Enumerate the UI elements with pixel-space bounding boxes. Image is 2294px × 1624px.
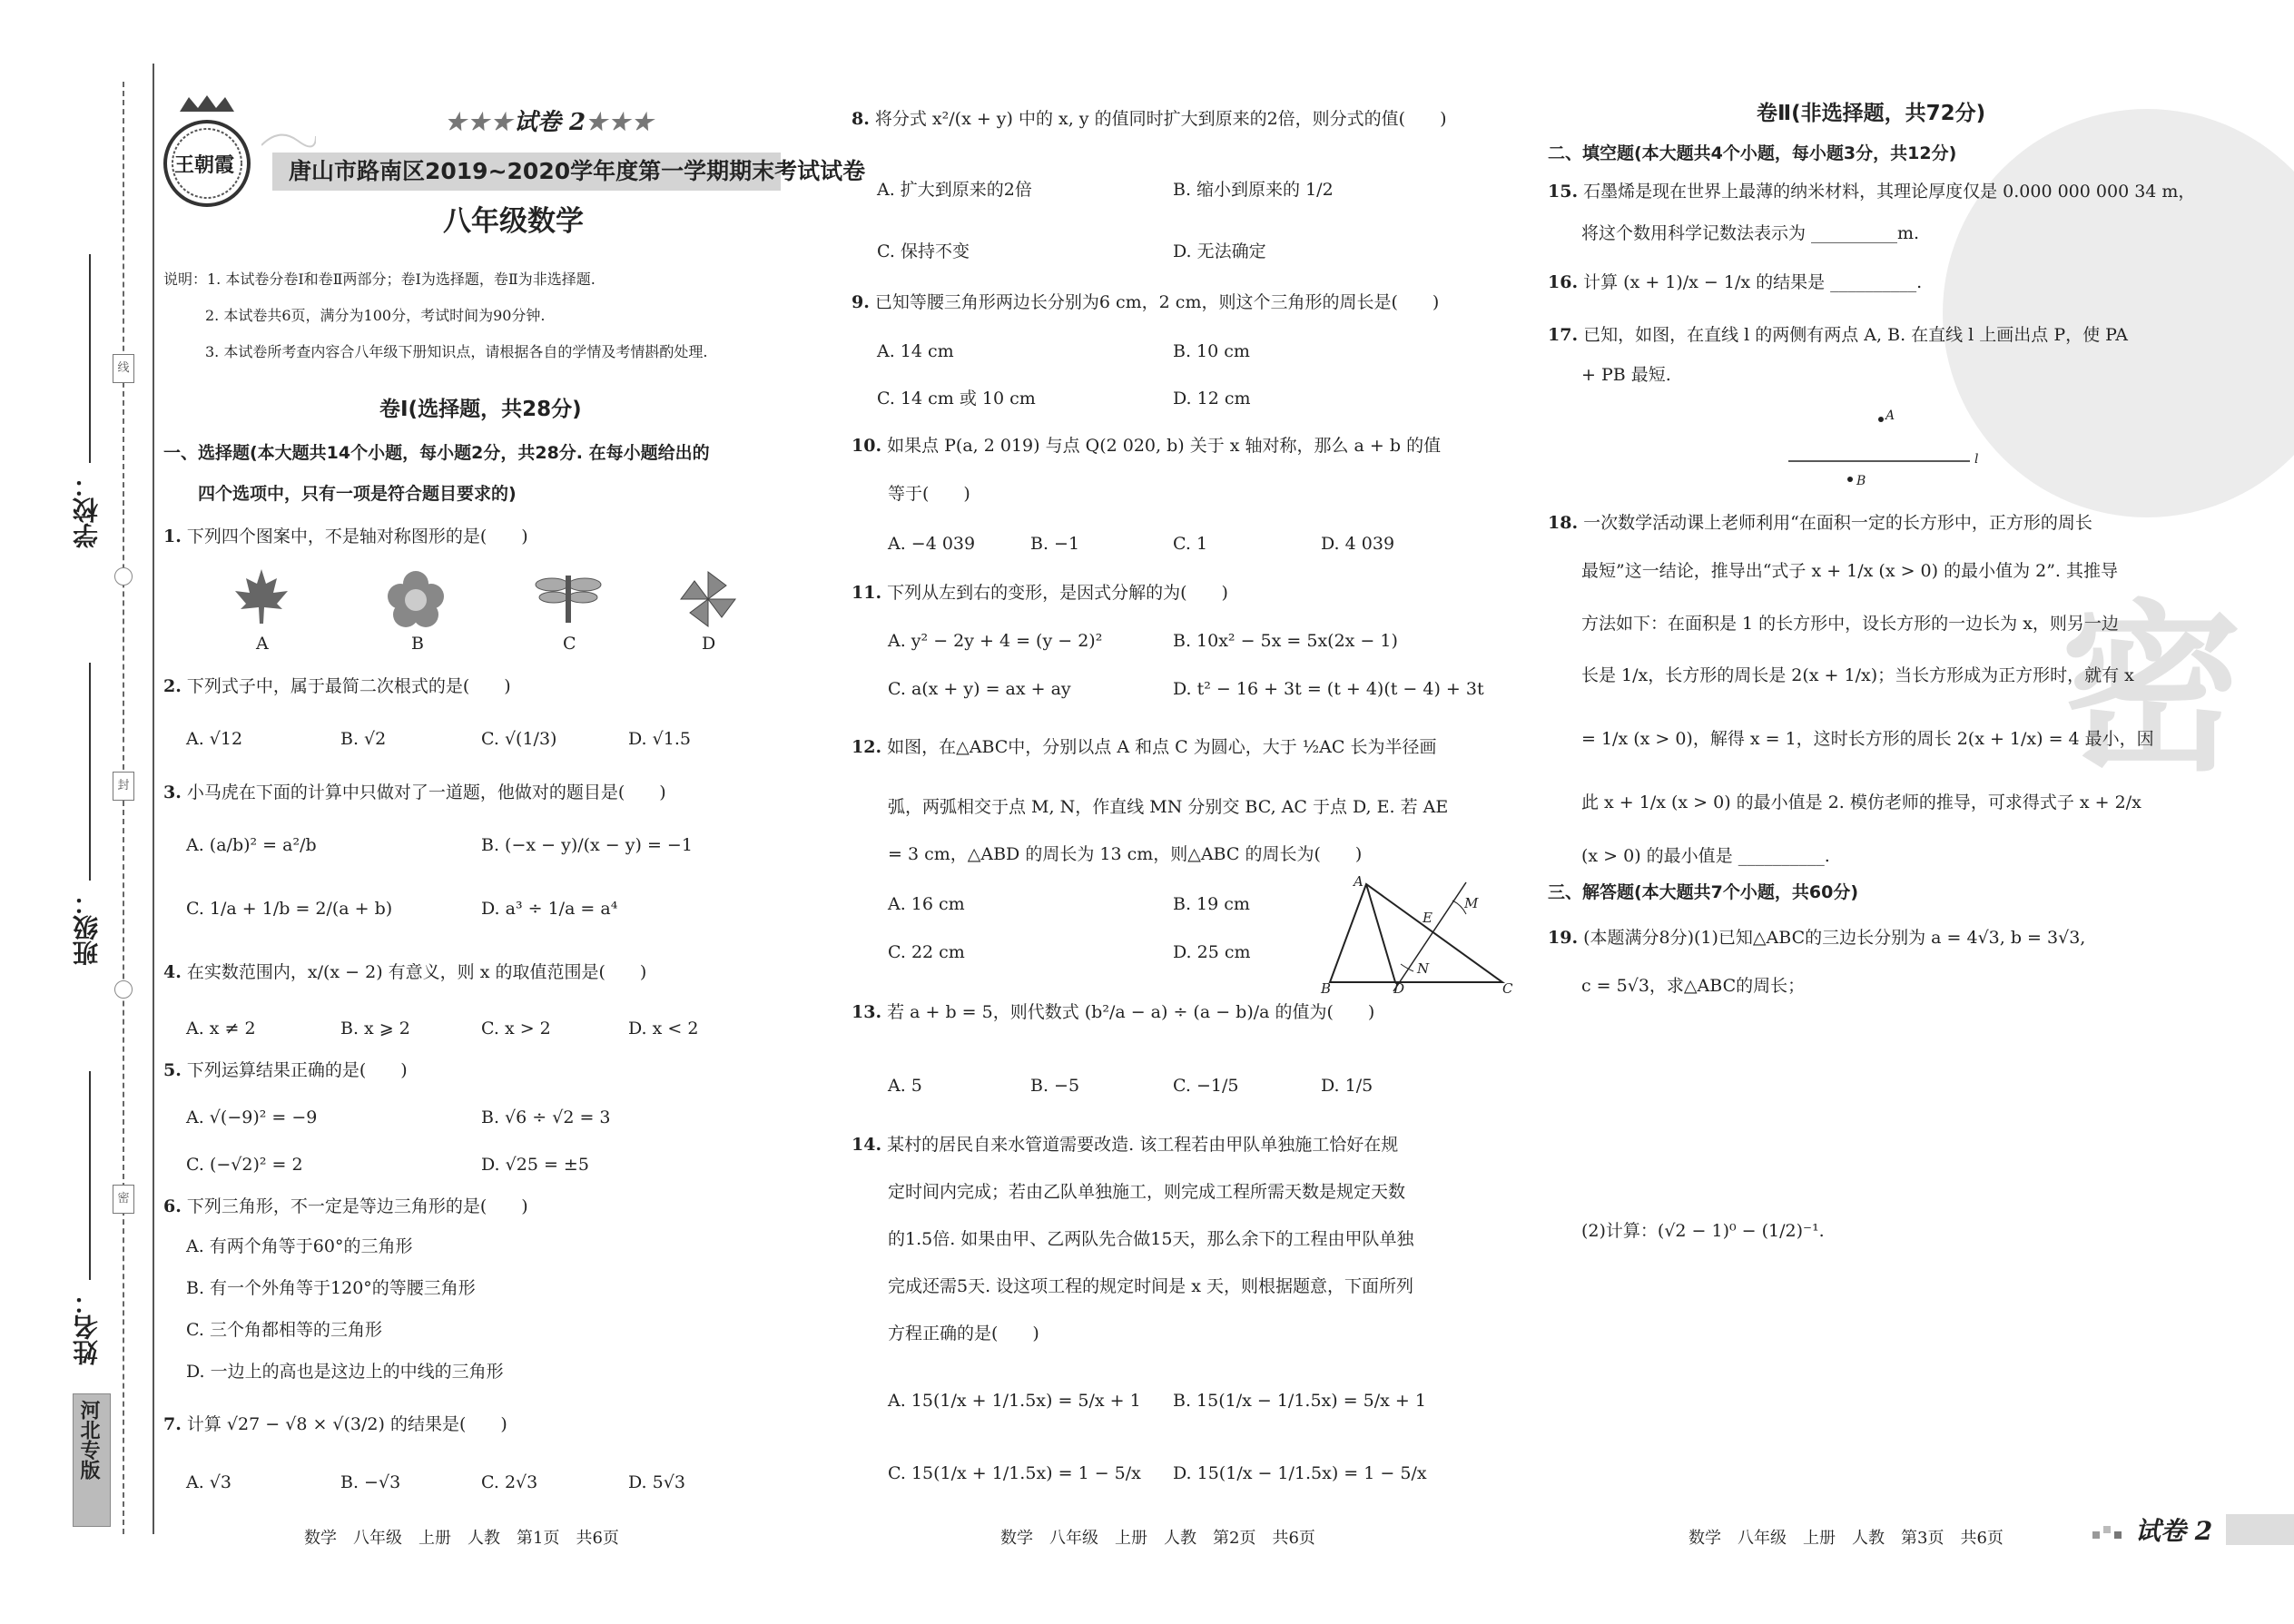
q14: 14. 某村的居民自来水管道需要改造. 该工程若由甲队单独施工恰好在规 — [852, 1135, 1399, 1155]
seal-dashed-line — [123, 82, 124, 1534]
fig12-label-d: D — [1393, 980, 1405, 997]
q18-line-7: (x > 0) 的最小值是 __________. — [1581, 846, 1830, 866]
seal-mark-2: 封 — [113, 772, 134, 801]
q5-option-b[interactable]: B. √6 ÷ √2 = 3 — [481, 1107, 611, 1127]
binding-hole-2 — [114, 980, 133, 999]
q17-line-2: + PB 最短. — [1581, 365, 1671, 385]
seal-mark-1: 线 — [113, 354, 134, 383]
q8: 8. 将分式 x²/(x + y) 中的 x, y 的值同时扩大到原来的2倍，则分式的值( ) — [852, 109, 1447, 129]
q18-line-5: = 1/x (x > 0)，解得 x = 1，这时长方形的周长 2(x + 1/x) = 4 最小，因 — [1581, 729, 2154, 749]
q18-line-4: 长是 1/x，长方形的周长是 2(x + 1/x)；当长方形成为正方形时，就有 x — [1581, 665, 2134, 685]
logo — [162, 95, 252, 231]
q17-figure — [1784, 408, 1988, 499]
q14-line-5: 方程正确的是( ) — [888, 1324, 1039, 1343]
class-label: 班级： — [72, 890, 102, 966]
q19-answer-area-2[interactable] — [1581, 1257, 2199, 1484]
flower-icon[interactable] — [384, 567, 448, 635]
fig12-label-a: A — [1354, 873, 1364, 890]
q1-option-b[interactable]: B — [411, 634, 424, 654]
q19-part-2: (2)计算：(√2 − 1)⁰ − (1/2)⁻¹. — [1581, 1221, 1825, 1241]
seal-mark-3: 密 — [113, 1185, 134, 1214]
note-3: 3. 本试卷所考查内容合八年级下册知识点，请根据各自的学情及考情斟酌处理. — [205, 343, 708, 360]
name-label: 姓名： — [72, 1289, 102, 1365]
q14-option-c[interactable]: C. 15(1/x + 1/1.5x) = 1 − 5/x — [888, 1463, 1141, 1483]
q12-stem-3: = 3 cm，△ABD 的周长为 13 cm，则△ABC 的周长为( ) — [888, 844, 1363, 864]
fig17-label-a: A — [1885, 408, 1895, 423]
q18: 18. 一次数学活动课上老师利用“在面积一定的长方形中，正方形的周长 — [1548, 513, 2092, 533]
q13-option-a[interactable]: A. 5 — [888, 1076, 922, 1096]
q3-option-c[interactable]: C. 1/a + 1/b = 2/(a + b) — [186, 899, 393, 919]
note-1: 说明：1. 本试卷分卷Ⅰ和卷Ⅱ两部分；卷Ⅰ为选择题，卷Ⅱ为非选择题. — [163, 271, 596, 288]
q8-option-a[interactable]: A. 扩大到原来的2倍 — [877, 180, 1032, 200]
footer-page-1: 数学 八年级 上册 人教 第1页 共6页 — [304, 1529, 619, 1548]
q13-option-b[interactable]: B. −5 — [1030, 1076, 1080, 1096]
solve-section-heading: 三、解答题(本大题共7个小题，共60分) — [1548, 882, 1859, 902]
fill-section-heading: 二、填空题(本大题共4个小题，每小题3分，共12分) — [1548, 143, 1957, 163]
q2-option-d[interactable]: D. √1.5 — [628, 729, 691, 749]
fig12-label-m: M — [1464, 895, 1479, 911]
q14-line-3: 的1.5倍. 如果由甲、乙两队先合做15天，那么余下的工程由甲队单独 — [888, 1229, 1414, 1249]
edition-box — [73, 1393, 111, 1527]
q13-option-c[interactable]: C. −1/5 — [1173, 1076, 1239, 1096]
q18-line-2: 最短”这一结论，推导出“式子 x + 1/x (x > 0) 的最小值为 2”. 其推导 — [1581, 561, 2119, 581]
binding-hole-1 — [114, 567, 133, 586]
q2-option-a[interactable]: A. √12 — [186, 729, 243, 749]
fig12-label-e: E — [1423, 910, 1433, 926]
fig12-label-c: C — [1502, 980, 1513, 997]
q12-option-d[interactable]: D. 25 cm — [1173, 942, 1251, 962]
q11-option-d[interactable]: D. t² − 16 + 3t = (t + 4)(t − 4) + 3t — [1173, 679, 1484, 699]
q14-option-b[interactable]: B. 15(1/x − 1/1.5x) = 5/x + 1 — [1173, 1391, 1426, 1411]
q5-option-c[interactable]: C. (−√2)² = 2 — [186, 1155, 303, 1175]
q7-option-d[interactable]: D. 5√3 — [628, 1472, 685, 1492]
q8-option-d[interactable]: D. 无法确定 — [1173, 241, 1266, 261]
footer-tag-bar — [2226, 1514, 2294, 1545]
exam-title: 唐山市路南区2019~2020学年度第一学期期末考试试卷 — [289, 158, 866, 184]
pinwheel-icon[interactable] — [676, 567, 740, 635]
q10-stem-2: 等于( ) — [888, 484, 970, 504]
q19-line-2: c = 5√3，求△ABC的周长； — [1581, 976, 1806, 996]
q10-option-a[interactable]: A. −4 039 — [888, 534, 976, 554]
q18-line-3: 方法如下：在面积是 1 的长方形中，设长方形的一边长为 x，则另一边 — [1581, 614, 2119, 634]
q3-option-a[interactable]: A. (a/b)² = a²/b — [186, 835, 317, 855]
q15: 15. 石墨烯是现在世界上最薄的纳米材料，其理论厚度仅是 0.000 000 000 34 m， — [1548, 182, 2196, 202]
fig12-label-b: B — [1321, 980, 1332, 997]
q14-line-2: 定时间内完成；若由乙队单独施工，则完成工程所需天数是规定天数 — [888, 1182, 1406, 1202]
watermark-text: 密 — [2061, 583, 2243, 796]
fig12-label-n: N — [1417, 960, 1430, 977]
maple-leaf-icon[interactable] — [231, 567, 291, 631]
q2-option-b[interactable]: B. √2 — [340, 729, 387, 749]
part2-title: 卷Ⅱ(非选择题，共72分) — [1757, 102, 1986, 125]
q7-option-c[interactable]: C. 2√3 — [481, 1472, 538, 1492]
q10: 10. 如果点 P(a, 2 019) 与点 Q(2 020, b) 关于 x 轴对称，那么 a + b 的值 — [852, 436, 1442, 456]
q3-option-d[interactable]: D. a³ ÷ 1/a = a⁴ — [481, 899, 618, 919]
q1-option-d[interactable]: D — [702, 634, 716, 654]
q13: 13. 若 a + b = 5，则代数式 (b²/a − a) ÷ (a − b)/a 的值为( ) — [852, 1002, 1375, 1022]
q2: 2. 下列式子中，属于最简二次根式的是( ) — [163, 676, 511, 696]
class-field[interactable] — [89, 663, 91, 881]
q11-option-a[interactable]: A. y² − 2y + 4 = (y − 2)² — [888, 631, 1103, 651]
q12-option-c[interactable]: C. 22 cm — [888, 942, 965, 962]
q2-option-c[interactable]: C. √(1/3) — [481, 729, 557, 749]
footer-page-3: 数学 八年级 上册 人教 第3页 共6页 — [1689, 1529, 2004, 1548]
q12: 12. 如图，在△ABC中，分别以点 A 和点 C 为圆心，大于 ½AC 长为半径画 — [852, 737, 1437, 757]
mc-section-heading-2: 四个选项中，只有一项是符合题目要求的) — [198, 484, 517, 504]
q8-option-c[interactable]: C. 保持不变 — [877, 241, 970, 261]
school-field[interactable] — [89, 254, 91, 463]
q3-option-b[interactable]: B. (−x − y)/(x − y) = −1 — [481, 835, 693, 855]
q18-line-6: 此 x + 1/x (x > 0) 的最小值是 2. 模仿老师的推导，可求得式子 x + 2/x — [1581, 792, 2141, 812]
q13-option-d[interactable]: D. 1/5 — [1321, 1076, 1373, 1096]
q4-option-c[interactable]: C. x > 2 — [481, 1019, 551, 1038]
fig17-label-l: l — [1974, 452, 1979, 467]
q8-option-b[interactable]: B. 缩小到原来的 1/2 — [1173, 180, 1334, 200]
q17: 17. 已知，如图，在直线 l 的两侧有两点 A, B. 在直线 l 上画出点 P，使 PA — [1548, 325, 2128, 345]
q6-option-a[interactable]: A. 有两个角等于60°的三角形 — [186, 1236, 413, 1256]
q12-stem-2: 弧，两弧相交于点 M, N，作直线 MN 分别交 BC, AC 于点 D, E. 若 AE — [888, 797, 1449, 817]
name-field[interactable] — [89, 1071, 91, 1280]
q9: 9. 已知等腰三角形两边长分别为6 cm，2 cm，则这个三角形的周长是( ) — [852, 292, 1440, 312]
watermark-seal — [1943, 109, 2294, 517]
footer-series-tag: 试卷 2 — [2135, 1516, 2213, 1546]
part1-title: 卷Ⅰ(选择题，共28分) — [379, 398, 582, 421]
q10-option-c[interactable]: C. 1 — [1173, 534, 1208, 554]
q9-option-d[interactable]: D. 12 cm — [1173, 389, 1251, 408]
q6-option-b[interactable]: B. 有一个外角等于120°的等腰三角形 — [186, 1278, 476, 1298]
q9-option-c[interactable]: C. 14 cm 或 10 cm — [877, 389, 1036, 408]
dragonfly-icon[interactable] — [534, 570, 603, 628]
q10-option-d[interactable]: D. 4 039 — [1321, 534, 1395, 554]
q12-option-b[interactable]: B. 19 cm — [1173, 894, 1250, 914]
q11-option-c[interactable]: C. a(x + y) = ax + ay — [888, 679, 1071, 699]
q6-option-c[interactable]: C. 三个角都相等的三角形 — [186, 1320, 382, 1340]
q19-answer-area-1[interactable] — [1581, 1008, 2199, 1198]
footer-squares-decoration — [2092, 1521, 2129, 1540]
q4: 4. 在实数范围内，x/(x − 2) 有意义，则 x 的取值范围是( ) — [163, 962, 647, 982]
q11-option-b[interactable]: B. 10x² − 5x = 5x(2x − 1) — [1173, 631, 1398, 651]
q7-option-a[interactable]: A. √3 — [186, 1472, 231, 1492]
q1: 1. 下列四个图案中，不是轴对称图形的是( ) — [163, 527, 528, 546]
logo-text: 王朝霞 — [174, 153, 235, 177]
q5-option-a[interactable]: A. √(−9)² = −9 — [186, 1107, 318, 1127]
q12-option-a[interactable]: A. 16 cm — [888, 894, 965, 914]
subject-title: 八年级数学 — [443, 205, 584, 238]
q3: 3. 小马虎在下面的计算中只做对了一道题，他做对的题目是( ) — [163, 782, 666, 802]
q9-option-a[interactable]: A. 14 cm — [877, 341, 954, 361]
q19: 19. (本题满分8分)(1)已知△ABC的三边长分别为 a = 4√3, b = 3√3, — [1548, 928, 2086, 948]
binding-border — [153, 64, 154, 1534]
series-label: ★★★试卷 2★★★ — [445, 109, 655, 136]
q4-option-a[interactable]: A. x ≠ 2 — [186, 1019, 256, 1038]
q7: 7. 计算 √27 − √8 × √(3/2) 的结果是( ) — [163, 1414, 507, 1434]
footer-page-2: 数学 八年级 上册 人教 第2页 共6页 — [1000, 1529, 1315, 1548]
q12-triangle-figure — [1321, 873, 1516, 1000]
q1-option-c[interactable]: C — [563, 634, 576, 654]
q11: 11. 下列从左到右的变形，是因式分解的为( ) — [852, 583, 1228, 603]
q16: 16. 计算 (x + 1)/x − 1/x 的结果是 __________. — [1548, 272, 1923, 292]
ribbon-decoration — [261, 127, 316, 154]
edition-label: 河北专版 — [77, 1400, 101, 1480]
q5-option-d[interactable]: D. √25 = ±5 — [481, 1155, 589, 1175]
q6-option-d[interactable]: D. 一边上的高也是这边上的中线的三角形 — [186, 1362, 504, 1382]
q14-option-d[interactable]: D. 15(1/x − 1/1.5x) = 1 − 5/x — [1173, 1463, 1427, 1483]
q14-line-4: 完成还需5天. 设这项工程的规定时间是 x 天，则根据题意，下面所列 — [888, 1276, 1413, 1296]
school-label: 学校： — [72, 472, 102, 548]
q14-option-a[interactable]: A. 15(1/x + 1/1.5x) = 5/x + 1 — [888, 1391, 1141, 1411]
q4-option-d[interactable]: D. x < 2 — [628, 1019, 699, 1038]
q5: 5. 下列运算结果正确的是( ) — [163, 1060, 408, 1080]
q6: 6. 下列三角形，不一定是等边三角形的是( ) — [163, 1196, 528, 1216]
note-2: 2. 本试卷共6页，满分为100分，考试时间为90分钟. — [205, 307, 546, 324]
q10-option-b[interactable]: B. −1 — [1030, 534, 1080, 554]
q9-option-b[interactable]: B. 10 cm — [1173, 341, 1250, 361]
q4-option-b[interactable]: B. x ⩾ 2 — [340, 1019, 410, 1038]
mc-section-heading: 一、选择题(本大题共14个小题，每小题2分，共28分. 在每小题给出的 — [163, 443, 710, 463]
q7-option-b[interactable]: B. −√3 — [340, 1472, 401, 1492]
fig17-label-b: B — [1856, 474, 1866, 488]
q15-line-2: 将这个数用科学记数法表示为 __________m. — [1581, 223, 1920, 243]
q1-option-a[interactable]: A — [256, 634, 269, 654]
